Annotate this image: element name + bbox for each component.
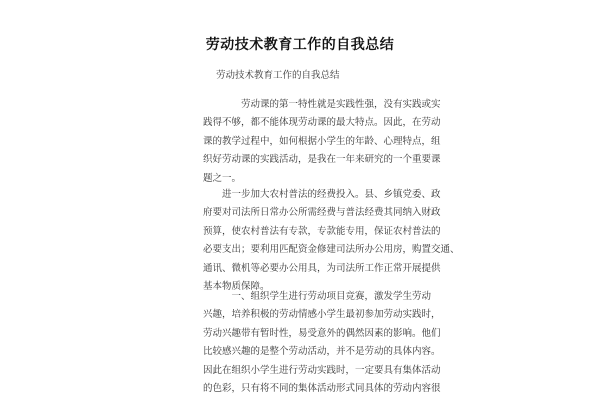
paragraph-line: 因此在组织小学生进行劳动实践时，一定要具有集体活动: [203, 364, 441, 376]
paragraph-line: 通讯、微机等必要办公用具，为司法所工作正常开展提供: [203, 262, 441, 274]
paragraph-practice: [203, 96, 441, 188]
paragraph-line: 一、组织学生进行劳动项目竞赛，激发学生劳动: [203, 291, 432, 302]
paragraph-line: 兴趣，培养积极的劳动情感小学生最初参加劳动实践时，: [203, 309, 441, 321]
paragraph-line: 基本物质保障。: [203, 280, 270, 292]
paragraph-line: 劳动兴趣带有暂时性，易受意外的偶然因素的影响。他们: [203, 327, 441, 339]
document-subtitle: 劳动技术教育工作的自我总结: [216, 70, 340, 81]
paragraph-line: 的色彩，只有将不同的集体活动形式同具体的劳动内容很: [203, 382, 441, 394]
paragraph-line: 织好劳动课的实践活动，是我在一年来研究的一个重要课: [203, 154, 441, 166]
paragraph-line: 课的教学过程中，如何根据小学生的年龄、心理特点，组: [203, 135, 441, 147]
paragraph-line: 践得不够，都不能体现劳动课的最大特点。因此，在劳动: [203, 117, 441, 129]
paragraph-line: 预算，使农村普法有专款，专款能专用，保证农村普法的: [203, 225, 441, 237]
paragraph-line: 府要对司法所日常办公所需经费与普法经费其同纳入财政: [203, 207, 441, 219]
document-title: 劳动技术教育工作的自我总结: [205, 37, 395, 53]
paragraph-line: 必要支出；要利用匹配资金修建司法所办公用房，购置交通、: [203, 244, 460, 256]
paragraph-line: 进一步加大农村普法的经费投入。县、乡镇党委、政: [203, 189, 441, 200]
paragraph-competition: [203, 288, 441, 398]
paragraph-line: 劳动课的第一特性就是实践性强，没有实践或实: [203, 99, 441, 110]
paragraph-line: 比较感兴趣的是整个劳动活动，并不是劳动的具体内容。: [203, 346, 441, 358]
paragraph-funding: [203, 186, 460, 296]
paragraph-line: 题之一。: [203, 172, 242, 184]
